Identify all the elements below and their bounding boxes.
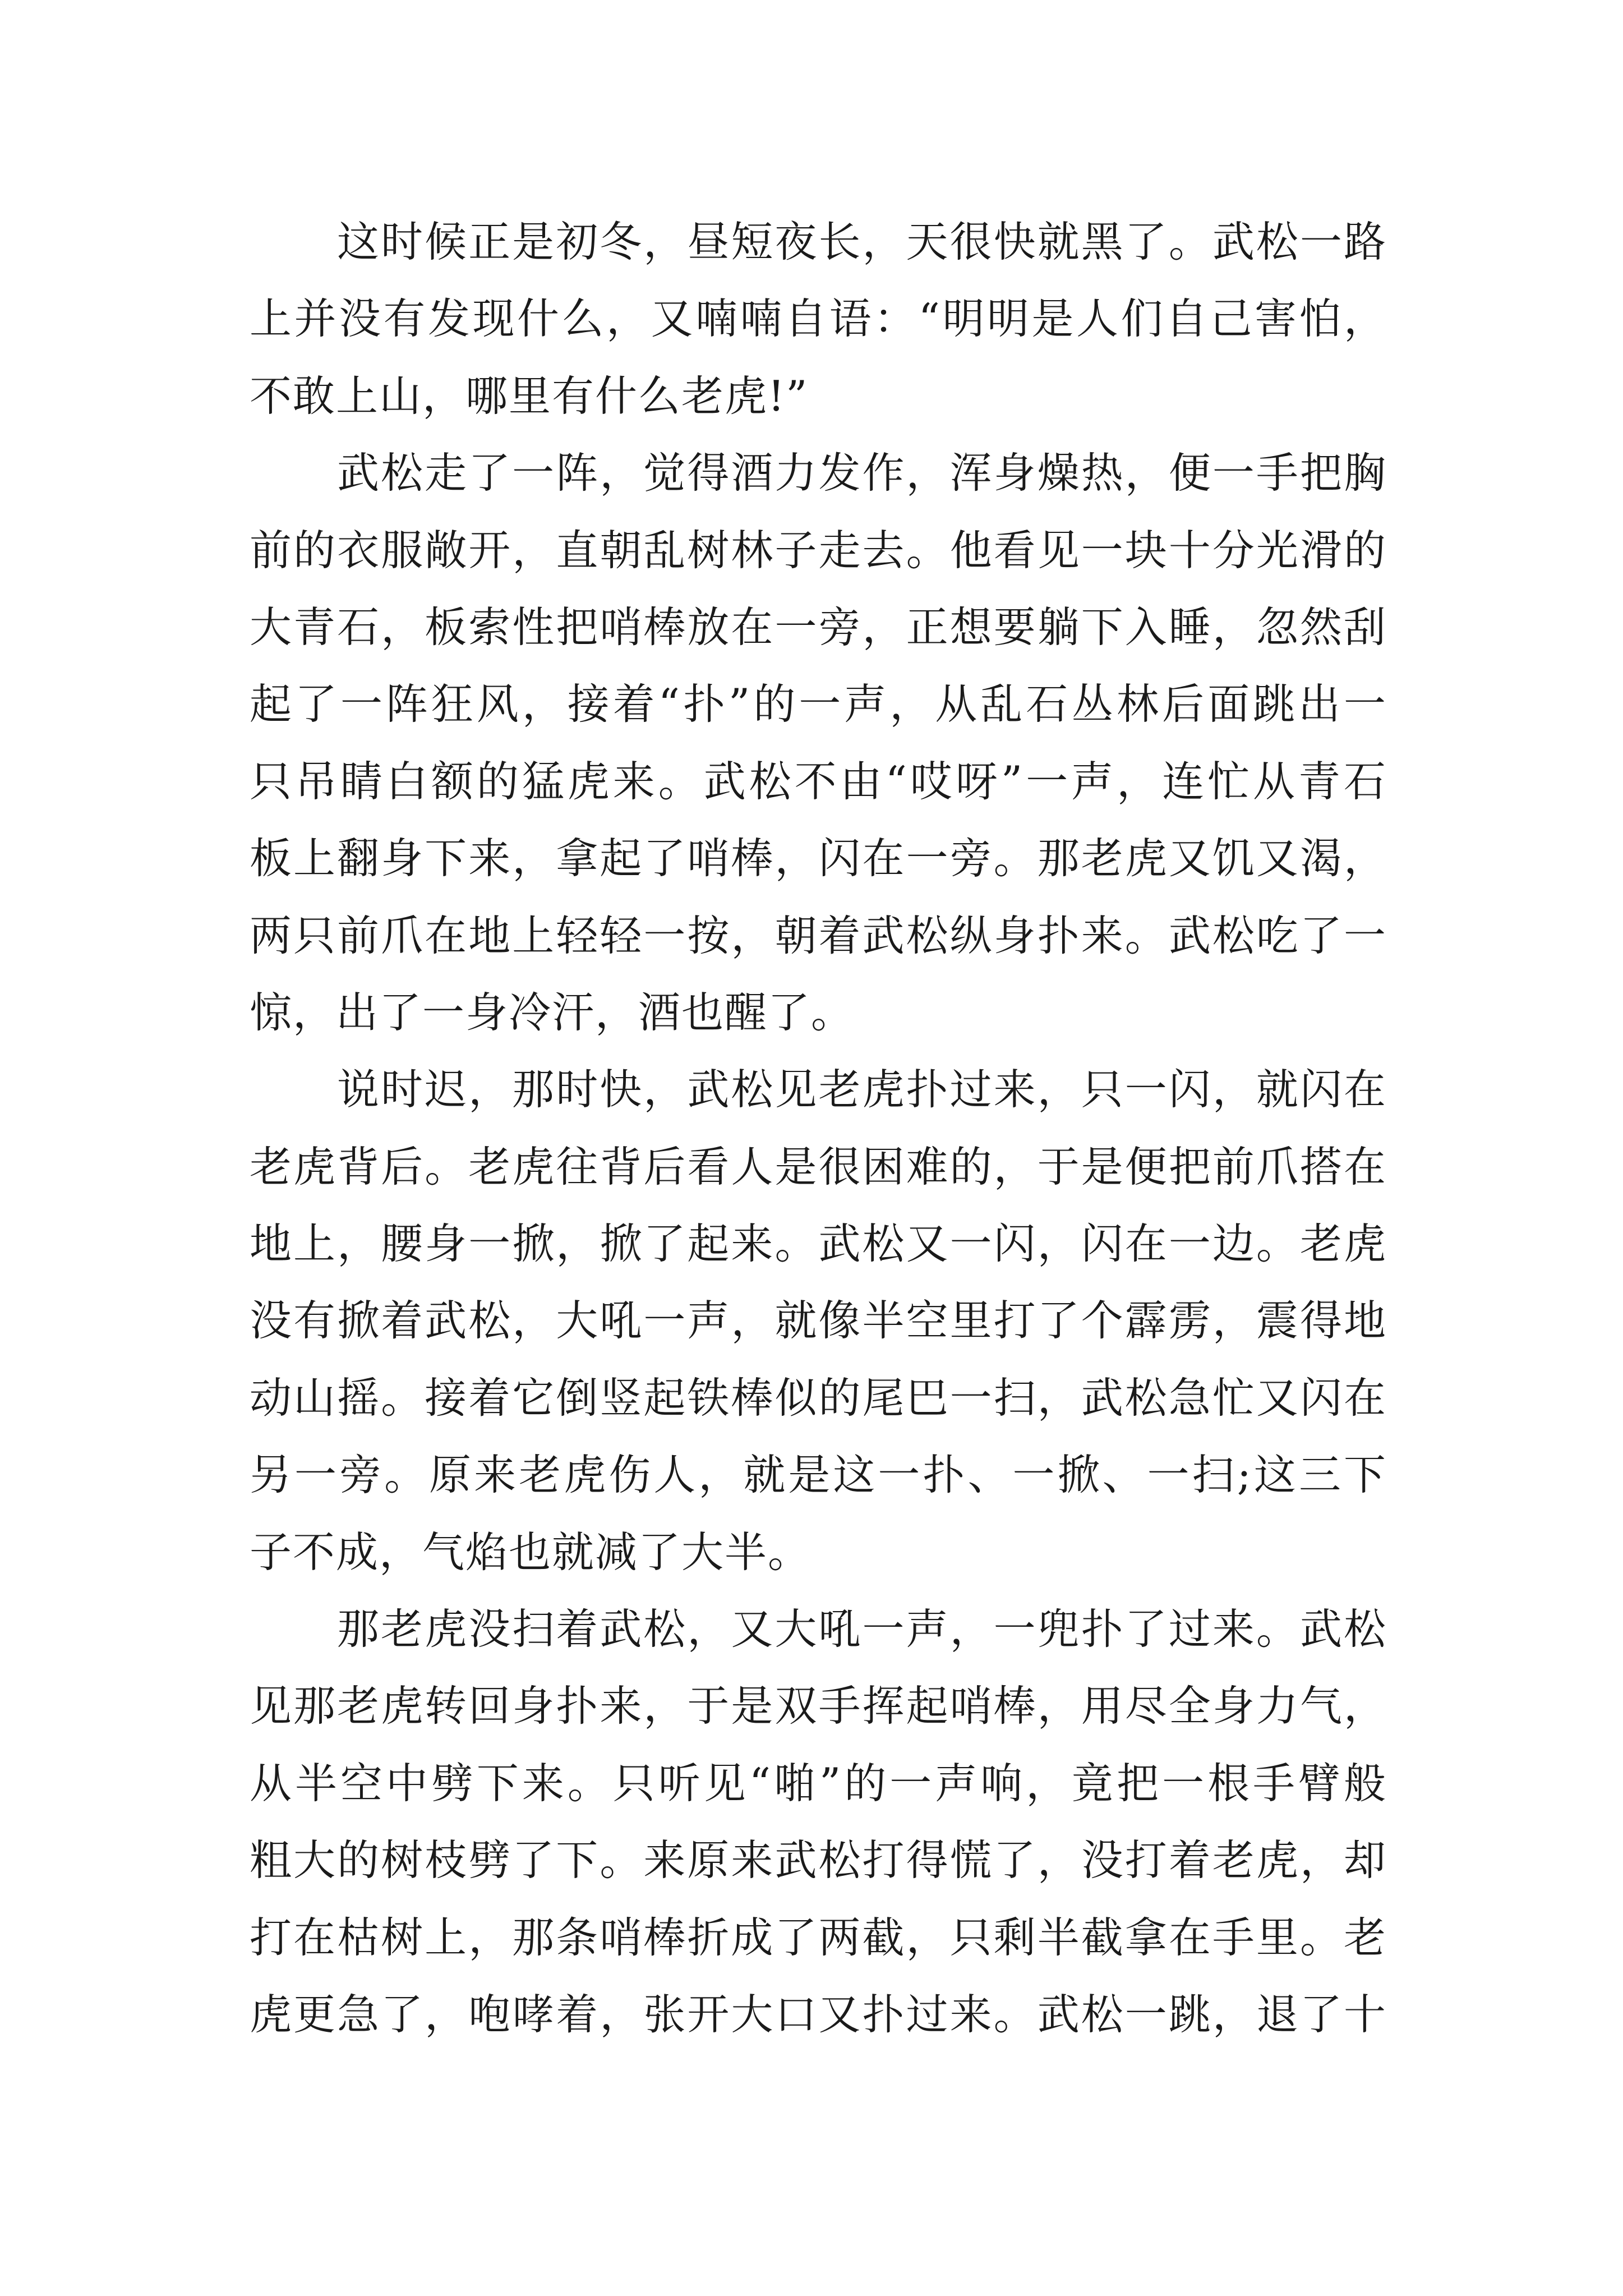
text-line: 见那老虎转回身扑来，于是双手挥起哨棒，用尽全身力气， [250, 1681, 1387, 1731]
text-line: 老虎背后。老虎往背后看人是很困难的，于是便把前爪搭在 [250, 1142, 1387, 1191]
text-line: 地上，腰身一掀，掀了起来。武松又一闪，闪在一边。老虎 [250, 1219, 1387, 1269]
text-line: 另一旁。原来老虎伤人，就是这一扑、一掀、一扫;这三下 [250, 1450, 1387, 1500]
text-line: 两只前爪在地上轻轻一按，朝着武松纵身扑来。武松吃了一 [250, 910, 1387, 960]
paragraph [250, 435, 1387, 1051]
paragraph [250, 204, 1387, 435]
text-line: 这时候正是初冬，昼短夜长，天很快就黑了。武松一路 [337, 217, 1387, 266]
text-line: 不敢上山，哪里有什么老虎!” [250, 371, 809, 421]
text-line: 上并没有发现什么，又喃喃自语：“明明是人们自己害怕， [250, 294, 1387, 344]
text-line: 从半空中劈下来。只听见“啪”的一声响，竟把一根手臂般 [250, 1758, 1387, 1808]
text-line: 大青石，板索性把哨棒放在一旁，正想要躺下入睡，忽然刮 [250, 602, 1387, 652]
text-line: 惊，出了一身冷汗，酒也醒了。 [250, 987, 855, 1037]
text-line: 武松走了一阵，觉得酒力发作，浑身燥热，便一手把胸 [337, 448, 1387, 498]
text-line: 只吊睛白额的猛虎来。武松不由“哎呀”一声，连忙从青石 [250, 756, 1387, 806]
text-line: 打在枯树上，那条哨棒折成了两截，只剩半截拿在手里。老 [250, 1912, 1387, 1962]
paragraph [250, 1591, 1387, 2053]
text-line: 虎更急了，咆哮着，张开大口又扑过来。武松一跳，退了十 [250, 1989, 1387, 2039]
text-line: 板上翻身下来，拿起了哨棒，闪在一旁。那老虎又饥又渴， [250, 834, 1387, 884]
text-line: 说时迟，那时快，武松见老虎扑过来，只一闪，就闪在 [337, 1065, 1387, 1115]
text-line: 那老虎没扫着武松，又大吼一声，一兜扑了过来。武松 [337, 1604, 1387, 1654]
text-line: 粗大的树枝劈了下。来原来武松打得慌了，没打着老虎，却 [250, 1835, 1387, 1885]
body-text [250, 204, 1387, 2053]
text-line: 动山摇。接着它倒竖起铁棒似的尾巴一扫，武松急忙又闪在 [250, 1373, 1387, 1423]
paragraph [250, 1051, 1387, 1591]
text-line: 起了一阵狂风，接着“扑”的一声，从乱石丛林后面跳出一 [250, 679, 1387, 729]
text-line: 前的衣服敞开，直朝乱树林子走去。他看见一块十分光滑的 [250, 525, 1387, 575]
text-line: 子不成，气焰也就减了大半。 [250, 1527, 811, 1577]
text-line: 没有掀着武松，大吼一声，就像半空里打了个霹雳，震得地 [250, 1296, 1387, 1346]
